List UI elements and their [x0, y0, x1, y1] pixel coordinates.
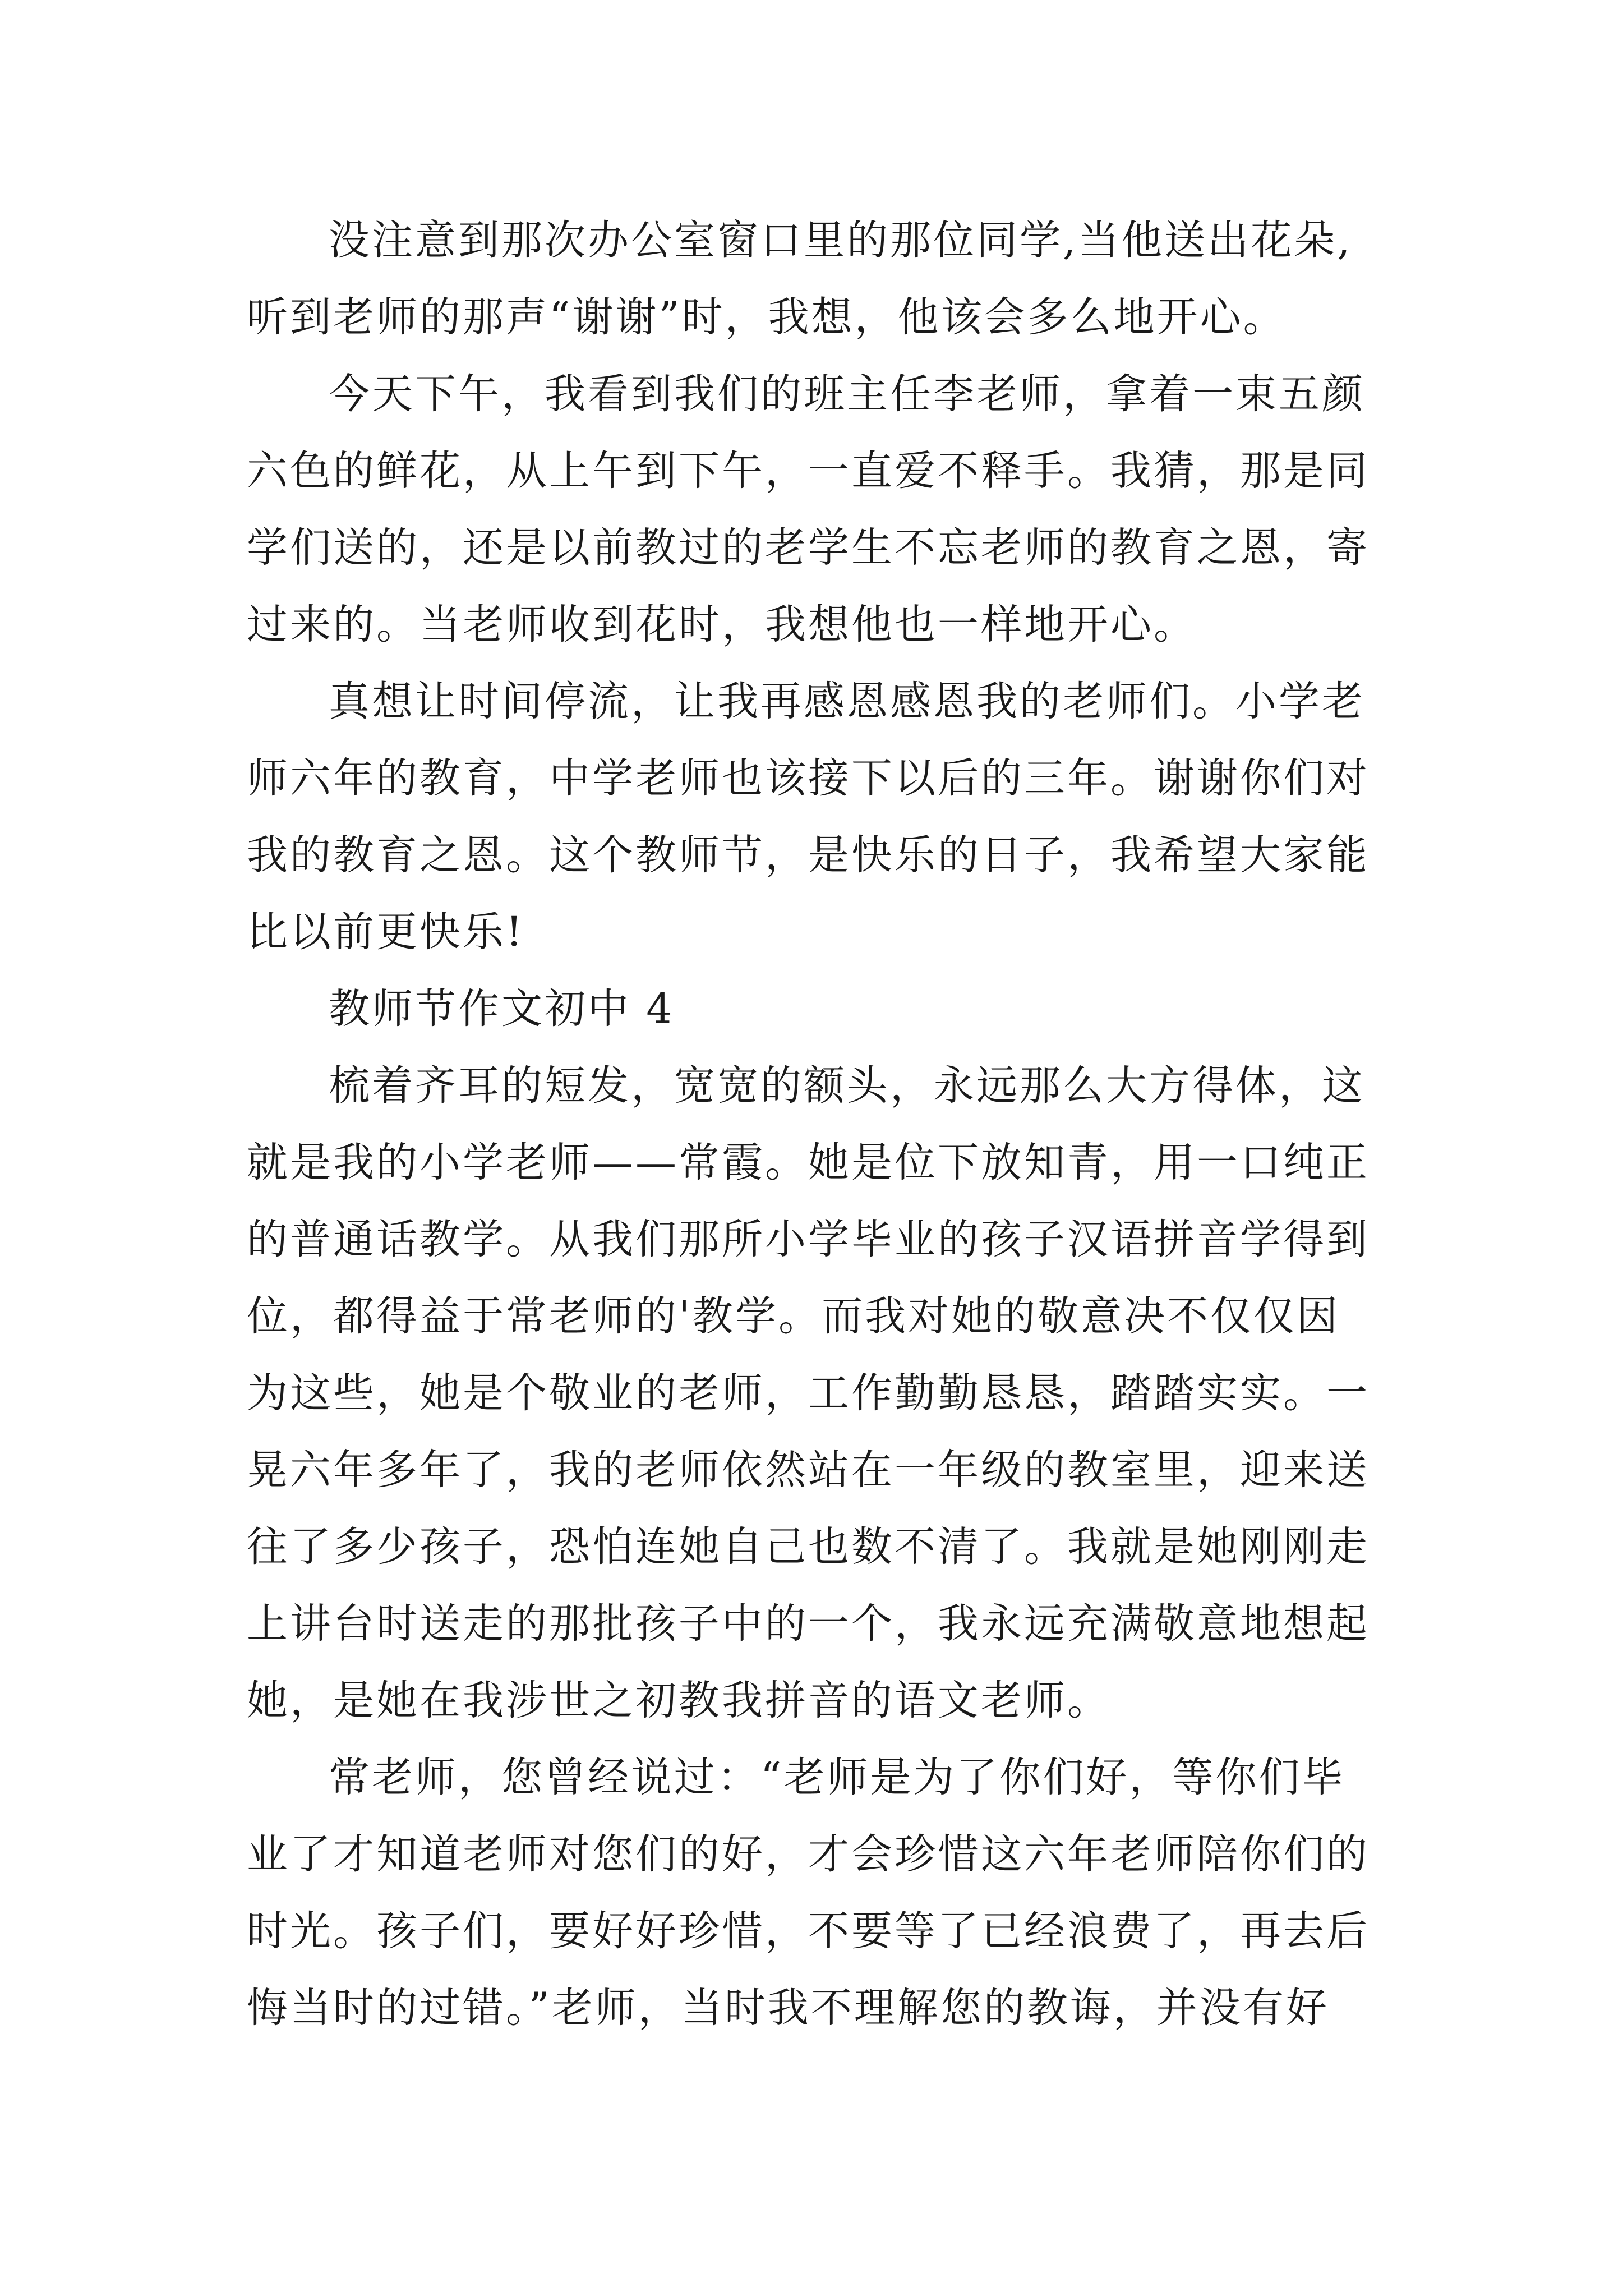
text-line: 她，是她在我涉世之初教我拼音的语文老师。: [247, 1677, 1110, 1724]
section-heading: 教师节作文初中 4: [329, 985, 675, 1033]
text-line: 我的教育之恩。这个教师节，是快乐的日子，我希望大家能: [247, 831, 1370, 879]
document-body: [247, 202, 1374, 2046]
text-line: 学们送的，还是以前教过的老学生不忘老师的教育之恩，寄: [247, 524, 1370, 572]
text-line: 晃六年多年了，我的老师依然站在一年级的教室里，迎来送: [247, 1446, 1370, 1494]
text-line: 师六年的教育，中学老师也该接下以后的三年。谢谢你们对: [247, 754, 1370, 802]
text-line: 上讲台时送走的那批孩子中的一个，我永远充满敬意地想起: [247, 1600, 1370, 1648]
text-line: 常老师，您曾经说过：“老师是为了你们好，等你们毕: [329, 1754, 1345, 1801]
text-line: 听到老师的那声“谢谢”时，我想，他该会多么地开心。: [247, 293, 1287, 341]
text-line: 就是我的小学老师——常霞。她是位下放知青，用一口纯正: [247, 1139, 1370, 1186]
text-line: 位，都得益于常老师的'教学。而我对她的敬意决不仅仅因: [247, 1292, 1340, 1340]
text-line: 六色的鲜花，从上午到下午，一直爱不释手。我猜，那是同: [247, 447, 1370, 495]
text-line: 时光。孩子们，要好好珍惜，不要等了已经浪费了，再去后: [247, 1907, 1370, 1955]
text-line: 真想让时间停流，让我再感恩感恩我的老师们。小学老: [329, 678, 1365, 725]
text-line: 没注意到那次办公室窗口里的那位同学,当他送出花朵,: [329, 217, 1353, 264]
text-line: 比以前更快乐!: [247, 908, 525, 956]
text-line: 过来的。当老师收到花时，我想他也一样地开心。: [247, 601, 1197, 648]
text-line: 的普通话教学。从我们那所小学毕业的孩子汉语拼音学得到: [247, 1216, 1370, 1263]
text-line: 梳着齐耳的短发，宽宽的额头，永远那么大方得体，这: [329, 1062, 1365, 1110]
text-line: 今天下午，我看到我们的班主任李老师，拿着一束五颜: [329, 370, 1365, 418]
text-line: 业了才知道老师对您们的好，才会珍惜这六年老师陪你们的: [247, 1830, 1370, 1878]
text-line: 悔当时的过错。”老师，当时我不理解您的教诲，并没有好: [247, 1984, 1329, 2032]
text-line: 往了多少孩子，恐怕连她自己也数不清了。我就是她刚刚走: [247, 1523, 1370, 1571]
text-line: 为这些，她是个敬业的老师，工作勤勤恳恳，踏踏实实。一: [247, 1369, 1370, 1417]
